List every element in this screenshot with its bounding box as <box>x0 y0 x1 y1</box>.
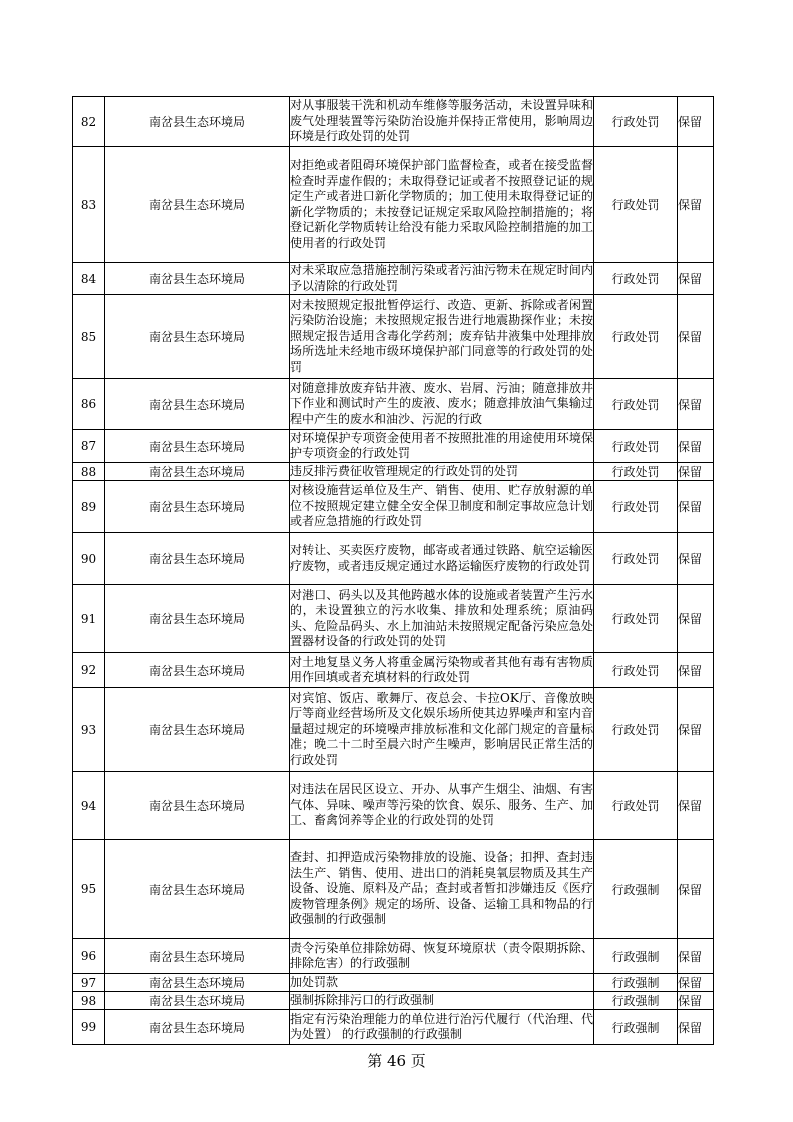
department-cell: 南岔县生态环境局 <box>105 688 290 772</box>
status-cell: 保留 <box>678 939 714 974</box>
table-row <box>73 295 714 379</box>
item-cell: 对宾馆、饭店、歌舞厅、夜总会、卡拉OK厅、音像放映厅等商业经营场所及文化娱乐场所使其边界噪声和室内音量超过规定的环境噪声排放标准和文化部门规定的音量标准；晚二十二时至晨六时产生噪声，影响居民正常生活的行政处罚 <box>290 688 594 772</box>
status-cell: 保留 <box>678 585 714 653</box>
category-cell: 行政处罚 <box>594 147 678 263</box>
row-number: 92 <box>73 653 105 688</box>
status-cell: 保留 <box>678 263 714 295</box>
category-cell: 行政处罚 <box>594 688 678 772</box>
department-cell: 南岔县生态环境局 <box>105 430 290 463</box>
status-cell: 保留 <box>678 147 714 263</box>
item-cell: 违反排污费征收管理规定的行政处罚的处罚 <box>290 463 594 481</box>
row-number: 82 <box>73 97 105 147</box>
status-cell: 保留 <box>678 653 714 688</box>
table-row <box>73 263 714 295</box>
row-number: 85 <box>73 295 105 379</box>
status-cell: 保留 <box>678 688 714 772</box>
department-cell: 南岔县生态环境局 <box>105 295 290 379</box>
item-cell: 对随意排放废弃钻井液、废水、岩屑、污油；随意排放井下作业和测试时产生的废液、废水；随意排放油气集输过程中产生的废水和油沙、污泥的行政 <box>290 379 594 430</box>
item-cell: 对土地复垦义务人将重金属污染物或者其他有毒有害物质用作回填或者充填材料的行政处罚 <box>290 653 594 688</box>
row-number: 88 <box>73 463 105 481</box>
item-cell: 对转让、买卖医疗废物，邮寄或者通过铁路、航空运输医疗废物，或者违反规定通过水路运输医疗废物的行政处罚 <box>290 533 594 585</box>
table-row <box>73 688 714 772</box>
category-cell: 行政处罚 <box>594 295 678 379</box>
row-number: 98 <box>73 992 105 1010</box>
table-row <box>73 379 714 430</box>
category-cell: 行政处罚 <box>594 379 678 430</box>
department-cell: 南岔县生态环境局 <box>105 379 290 430</box>
status-cell: 保留 <box>678 463 714 481</box>
category-cell: 行政处罚 <box>594 463 678 481</box>
row-number: 90 <box>73 533 105 585</box>
status-cell: 保留 <box>678 1010 714 1045</box>
item-cell: 对未采取应急措施控制污染或者污油污物未在规定时间内予以清除的行政处罚 <box>290 263 593 293</box>
department-cell: 南岔县生态环境局 <box>105 481 290 533</box>
department-cell: 南岔县生态环境局 <box>105 840 290 939</box>
row-number: 84 <box>73 263 105 295</box>
item-cell: 加处罚款 <box>290 974 594 992</box>
table-row <box>73 992 714 1010</box>
item-cell: 对违法在居民区设立、开办、从事产生烟尘、油烟、有害气体、异味、噪声等污染的饮食、娱乐、服务、生产、加工、畜禽饲养等企业的行政处罚的处罚 <box>290 772 594 840</box>
item-cell: 对从事服装干洗和机动车维修等服务活动，未设置异味和废气处理装置等污染防治设施并保持正常使用，影响周边环境是行政处罚的处罚 <box>290 97 594 147</box>
item-cell: 对港口、码头以及其他跨越水体的设施或者装置产生污水的，未设置独立的污水收集、排放和处理系统；原油码头、危险品码头、水上加油站未按照规定配备污染应急处置器材设备的行政处罚的处罚 <box>290 585 594 653</box>
table-row <box>73 653 714 688</box>
item-cell: 对未按照规定报批暂停运行、改造、更新、拆除或者闲置污染防治设施；未按照规定报告进行地震勘探作业；未按照规定报告适用含毒化学药剂；废弃钻井液集中处理排放场所选址未经地市级环境保护部门同意等的行政处罚的处罚 <box>290 295 594 379</box>
department-cell: 南岔县生态环境局 <box>105 653 290 688</box>
department-cell: 南岔县生态环境局 <box>105 463 290 481</box>
status-cell: 保留 <box>678 840 714 939</box>
department-cell: 南岔县生态环境局 <box>105 772 290 840</box>
table-row <box>73 974 714 992</box>
status-cell: 保留 <box>678 97 714 147</box>
row-number: 83 <box>73 147 105 263</box>
table-row <box>73 147 714 263</box>
table-row <box>73 939 714 974</box>
table-row <box>73 430 714 463</box>
row-number: 97 <box>73 974 105 992</box>
item-cell: 强制拆除排污口的行政强制 <box>290 992 594 1010</box>
table-row <box>73 481 714 533</box>
department-cell: 南岔县生态环境局 <box>105 992 290 1010</box>
row-number: 89 <box>73 481 105 533</box>
category-cell: 行政处罚 <box>594 430 678 463</box>
category-cell: 行政处罚 <box>594 533 678 585</box>
category-cell: 行政强制 <box>594 939 678 974</box>
item-cell: 对核设施营运单位及生产、销售、使用、贮存放射源的单位不按照规定建立健全安全保卫制度和制定事故应急计划或者应急措施的行政处罚 <box>290 481 594 533</box>
status-cell: 保留 <box>678 772 714 840</box>
table-row <box>73 772 714 840</box>
page-number: 第 46 页 <box>367 1052 426 1070</box>
category-cell: 行政强制 <box>594 992 678 1010</box>
department-cell: 南岔县生态环境局 <box>105 263 290 295</box>
item-cell: 查封、扣押造成污染物排放的设施、设备；扣押、查封违法生产、销售、使用、进出口的消耗臭氧层物质及其生产设备、设施、原料及产品；查封或者暂扣涉嫌违反《医疗废物管理条例》规定的场所、设备、运输工具和物品的行政强制的行政强制 <box>290 840 594 939</box>
row-number: 94 <box>73 772 105 840</box>
item-cell: 责令污染单位排除妨碍、恢复环境原状（责令限期拆除、排除危害）的行政强制 <box>290 939 594 974</box>
item-cell: 对环境保护专项资金使用者不按照批准的用途使用环境保护专项资金的行政处罚 <box>290 430 594 463</box>
department-cell: 南岔县生态环境局 <box>105 939 290 974</box>
category-cell: 行政处罚 <box>594 97 678 147</box>
table-row <box>73 463 714 481</box>
row-number: 86 <box>73 379 105 430</box>
department-cell: 南岔县生态环境局 <box>105 147 290 263</box>
row-number: 96 <box>73 939 105 974</box>
department-cell: 南岔县生态环境局 <box>105 97 290 147</box>
category-cell: 行政处罚 <box>594 772 678 840</box>
department-cell: 南岔县生态环境局 <box>105 974 290 992</box>
category-cell: 行政处罚 <box>594 585 678 653</box>
status-cell: 保留 <box>678 974 714 992</box>
table-row <box>73 585 714 653</box>
item-cell: 对拒绝或者阻碍环境保护部门监督检查，或者在接受监督检查时弄虚作假的；未取得登记证或者不按照登记证的规定生产或者进口新化学物质的；加工使用未取得登记证的新化学物质的；未按登记证规定采取风险控制措施的；将登记新化学物质转让给没有能力采取风险控制措施的加工使用者的行政处罚 <box>290 147 594 263</box>
table-row <box>73 840 714 939</box>
department-cell: 南岔县生态环境局 <box>105 1010 290 1045</box>
status-cell: 保留 <box>678 481 714 533</box>
category-cell: 行政处罚 <box>594 481 678 533</box>
row-number: 91 <box>73 585 105 653</box>
item-table <box>72 96 714 1045</box>
item-cell: 指定有污染治理能力的单位进行治污代履行（代治理、代为处置） 的行政强制的行政强制 <box>290 1010 594 1045</box>
table-row <box>73 1010 714 1045</box>
category-cell: 行政强制 <box>594 1010 678 1045</box>
status-cell: 保留 <box>678 379 714 430</box>
row-number: 93 <box>73 688 105 772</box>
category-cell: 行政处罚 <box>594 263 678 295</box>
status-cell: 保留 <box>678 992 714 1010</box>
status-cell: 保留 <box>678 533 714 585</box>
table-row <box>73 533 714 585</box>
category-cell: 行政强制 <box>594 974 678 992</box>
status-cell: 保留 <box>678 295 714 379</box>
table-row <box>73 97 714 147</box>
row-number: 99 <box>73 1010 105 1045</box>
department-cell: 南岔县生态环境局 <box>105 533 290 585</box>
category-cell: 行政强制 <box>594 840 678 939</box>
category-cell: 行政处罚 <box>594 653 678 688</box>
department-cell: 南岔县生态环境局 <box>105 585 290 653</box>
row-number: 87 <box>73 430 105 463</box>
status-cell: 保留 <box>678 430 714 463</box>
row-number: 95 <box>73 840 105 939</box>
